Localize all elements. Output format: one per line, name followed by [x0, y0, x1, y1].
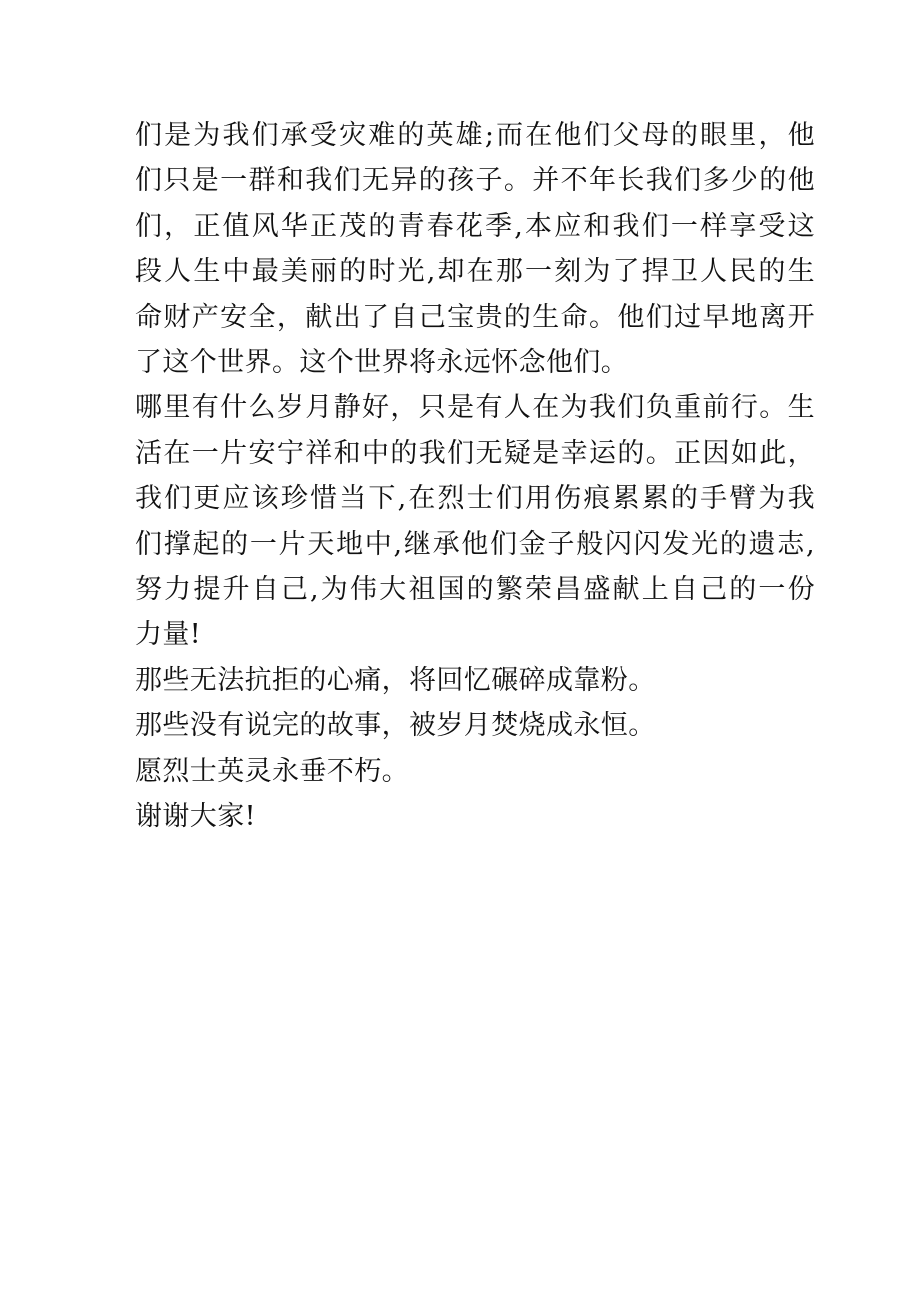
text-line: 哪里有什么岁月静好，只是有人在为我们负重前行。生 — [135, 392, 815, 424]
text-line: 命财产安全，献出了自己宝贵的生命。他们过早地离开 — [135, 301, 815, 333]
text-line: 那些无法抗拒的心痛，将回忆碾碎成靠粉。 — [135, 664, 656, 696]
text-line: 们只是一群和我们无异的孩子。并不年长我们多少的他 — [135, 165, 815, 197]
paragraph-stories — [135, 703, 815, 748]
text-line: 们是为我们承受灾难的英雄;而在他们父母的眼里，他 — [135, 120, 815, 151]
text-line: 努力提升自己,为伟大祖国的繁荣昌盛献上自己的一份 — [135, 574, 815, 606]
paragraph-tribute — [135, 749, 815, 794]
text-line: 们撑起的一片天地中,继承他们金子般闪闪发光的遗志, — [135, 528, 815, 560]
document-body — [135, 113, 815, 840]
paragraph-heroes — [135, 113, 815, 385]
text-line: 了这个世界。这个世界将永远怀念他们。 — [135, 347, 629, 379]
paragraph-cherish — [135, 385, 815, 657]
text-line: 那些没有说完的故事，被岁月焚烧成永恒。 — [135, 710, 656, 742]
text-line: 们，正值风华正茂的青春花季,本应和我们一样享受这 — [135, 210, 815, 242]
paragraph-heartache — [135, 658, 815, 703]
text-line: 我们更应该珍惜当下,在烈士们用伤痕累累的手臂为我 — [135, 483, 815, 515]
paragraph-thanks — [135, 794, 815, 839]
text-line: 活在一片安宁祥和中的我们无疑是幸运的。正因如此， — [135, 437, 815, 469]
text-line: 谢谢大家! — [135, 801, 256, 833]
text-line: 力量! — [135, 619, 202, 651]
text-line: 愿烈士英灵永垂不朽。 — [135, 755, 409, 787]
text-line: 段人生中最美丽的时光,却在那一刻为了捍卫人民的生 — [135, 256, 815, 288]
